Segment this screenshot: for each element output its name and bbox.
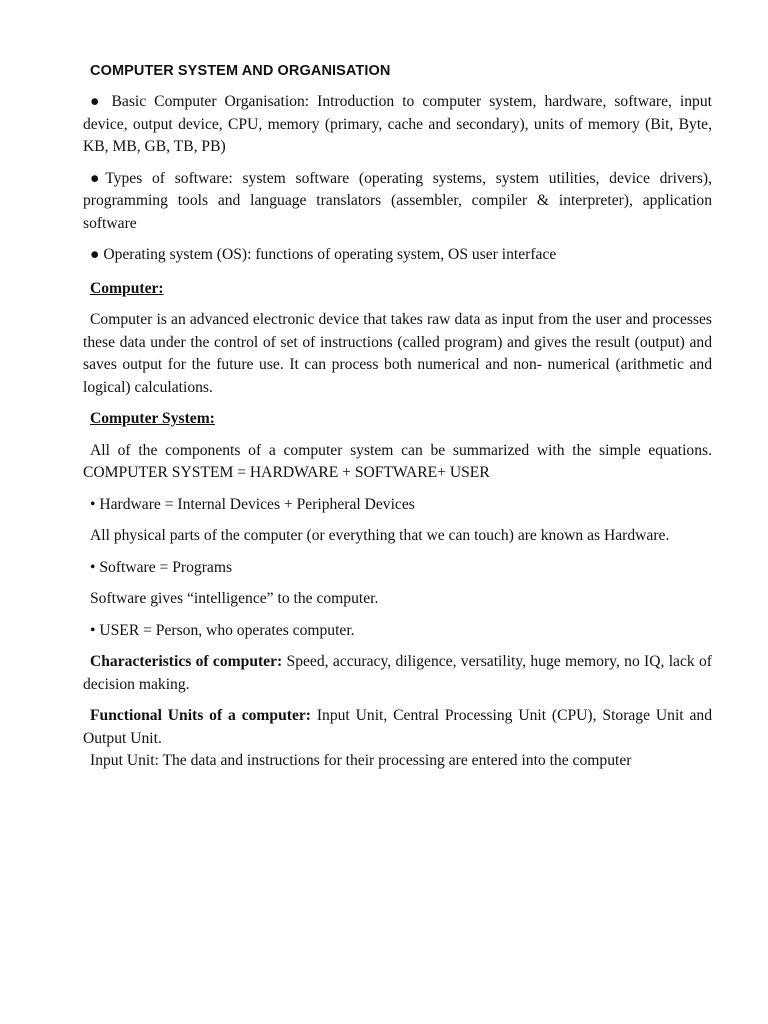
bullet-basic-organisation: ● Basic Computer Organisation: Introduction to computer system, hardware, software, input device, output device, CPU, memory (primary, cache and secondary), units of memory (Bit, Byte, KB, MB, GB, TB, PB) [83, 93, 712, 155]
paragraph-hardware: All physical parts of the computer (or everything that we can touch) are known as Hardware. [90, 527, 670, 544]
paragraph-characteristics [83, 651, 712, 696]
hardware-equation: • Hardware = Internal Devices + Peripheral Devices [90, 495, 415, 513]
document-title: COMPUTER SYSTEM AND ORGANISATION [90, 63, 391, 79]
functional-units-label: Functional Units of a computer: [90, 707, 311, 724]
functional-units-text: Input Unit, Central Processing Unit (CPU), Storage Unit and Output Unit. [83, 707, 712, 747]
heading-computer-system: Computer System: [90, 410, 215, 427]
document-page [83, 60, 712, 773]
heading-computer: Computer: [90, 279, 164, 297]
bullet-types-of-software: ●Types of software: system software (operating systems, system utilities, device drivers), programming tools and language translators (assembler, compiler & interpreter), application software [83, 169, 712, 232]
characteristics-text: Speed, accuracy, diligence, versatility, huge memory, no IQ, lack of decision making. [83, 653, 712, 693]
characteristics-label: Characteristics of computer: [90, 653, 283, 670]
paragraph-software: Software gives “intelligence” to the computer. [90, 590, 379, 607]
paragraph-functional-units [83, 705, 712, 750]
bullet-operating-system: ● Operating system (OS): functions of operating system, OS user interface [90, 246, 557, 263]
paragraph-input-unit: Input Unit: The data and instructions for their processing are entered into the computer [90, 752, 632, 769]
user-equation: • USER = Person, who operates computer. [90, 621, 355, 639]
paragraph-computer: Computer is an advanced electronic device that takes raw data as input from the user and processes these data under the control of set of instructions (called program) and gives the result (output) and saves output for the future use. It can process both numerical and non- numerical (arithmetic and logical) calculations. [83, 311, 712, 396]
paragraph-computer-system-intro: All of the components of a computer system can be summarized with the simple equations. COMPUTER SYSTEM = HARDWARE + SOFTWARE+ USER [83, 441, 712, 481]
software-equation: • Software = Programs [90, 558, 233, 576]
